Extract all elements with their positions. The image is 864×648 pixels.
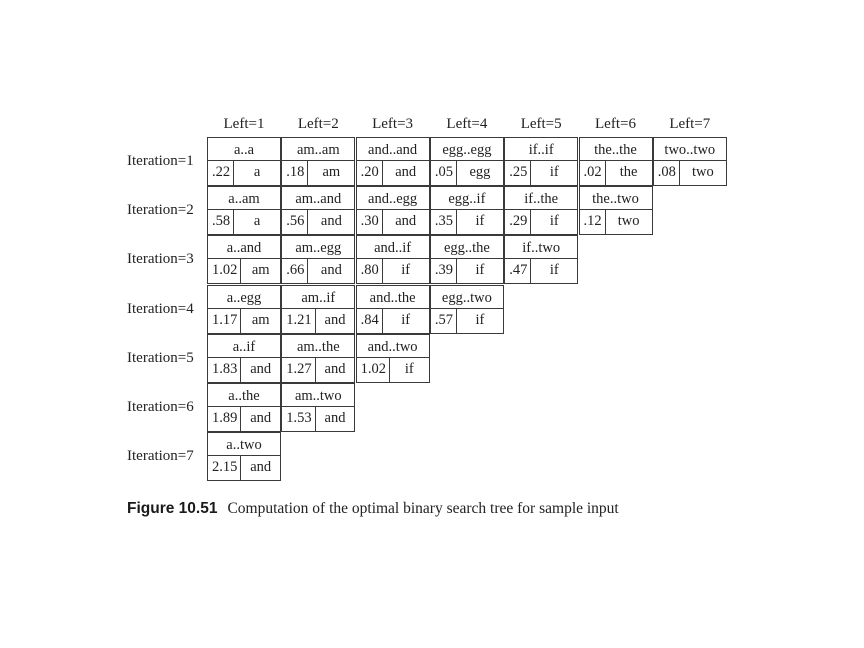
cell-bottom (431, 308, 503, 333)
caption-number: Figure 10.51 (127, 500, 218, 517)
cell-bottom (208, 455, 280, 480)
cell-root: and (324, 360, 346, 377)
table-cell (356, 235, 430, 284)
cell-root: if (401, 311, 411, 328)
cell-root: if (549, 262, 559, 279)
column-header: Left=4 (446, 116, 488, 132)
table-cell (281, 383, 355, 432)
cell-range: am..and (295, 191, 342, 208)
cell-cost: .35 (431, 210, 457, 234)
cell-root: the (619, 164, 638, 180)
cell-cost: 1.27 (282, 358, 315, 382)
cell-range: a..if (232, 338, 256, 355)
table-cell (207, 186, 281, 235)
cell-range: if..two (522, 240, 561, 257)
table-cell (356, 186, 430, 235)
cell-bottom (208, 308, 280, 333)
cell-range: egg..two (441, 289, 492, 306)
table-cell (653, 137, 727, 186)
row-header: Iteration=1 (127, 153, 194, 169)
cell-bottom (357, 308, 429, 333)
cell-root: if (475, 311, 485, 328)
cell-root: and (395, 213, 417, 230)
cell-bottom (431, 209, 503, 234)
cell-range: a..the (228, 388, 260, 404)
cell-range: the..two (592, 191, 639, 208)
cell-bottom (357, 258, 429, 283)
cell-range: am..the (296, 338, 340, 355)
cell-cost: .56 (282, 210, 308, 234)
cell-range: a..am (228, 191, 260, 208)
cell-cost: .08 (654, 161, 680, 185)
row-header: Iteration=3 (127, 251, 194, 268)
cell-cost: .05 (431, 161, 457, 185)
cell-bottom (208, 160, 280, 185)
cell-root: if (475, 262, 485, 279)
cell-range: if..the (524, 191, 559, 208)
cell-root: if (549, 164, 559, 180)
cell-root: a (253, 213, 261, 230)
cell-cost: .02 (580, 161, 606, 185)
table-cell (579, 137, 653, 186)
cell-bottom (505, 160, 577, 185)
cell-bottom (431, 160, 503, 185)
cell-range: and..and (368, 142, 418, 158)
cell-cost: .30 (357, 210, 383, 234)
cell-bottom (208, 258, 280, 283)
cell-root: am (322, 164, 341, 180)
cell-cost: 1.89 (208, 407, 241, 431)
table-cell (207, 432, 281, 481)
cell-root: and (250, 360, 272, 377)
column-header: Left=7 (669, 116, 711, 132)
column-header: Left=5 (520, 116, 562, 132)
cell-root: egg (469, 164, 491, 180)
cell-root: am (251, 311, 270, 328)
table-cell (504, 137, 578, 186)
cell-cost: 1.02 (208, 259, 241, 283)
cell-root: a (253, 164, 261, 180)
table-cell (430, 137, 504, 186)
cell-root: and (324, 410, 346, 426)
cell-cost: 1.53 (282, 407, 315, 431)
row-header: Iteration=6 (127, 399, 194, 415)
cell-cost: 1.02 (357, 358, 390, 382)
cell-cost: 2.15 (208, 456, 241, 480)
column-header: Left=1 (223, 116, 265, 132)
cell-cost: .12 (580, 210, 606, 234)
cell-range: a..egg (226, 289, 262, 306)
cell-range: egg..the (443, 240, 490, 257)
table-cell (579, 186, 653, 235)
cell-cost: 1.83 (208, 358, 241, 382)
cell-range: am..egg (295, 240, 342, 257)
table-cell (430, 285, 504, 334)
cell-root: two (691, 164, 714, 180)
cell-bottom (282, 357, 354, 382)
cell-root: am (251, 262, 270, 279)
cell-root: two (617, 213, 640, 230)
cell-cost: .22 (208, 161, 234, 185)
cell-range: am..two (294, 388, 342, 404)
cell-root: if (401, 262, 411, 279)
cell-bottom (208, 209, 280, 234)
cell-bottom (357, 357, 429, 382)
cell-bottom (282, 406, 354, 431)
table-cell (430, 186, 504, 235)
cell-root: and (250, 410, 272, 426)
cell-bottom (208, 406, 280, 431)
cell-cost: .25 (505, 161, 531, 185)
cell-bottom (580, 160, 652, 185)
table-cell (207, 334, 281, 383)
cell-cost: .84 (357, 309, 383, 333)
column-header: Left=6 (595, 116, 636, 132)
cell-range: a..two (226, 437, 262, 454)
table-cell (356, 285, 430, 334)
cell-bottom (654, 160, 726, 185)
cell-root: if (549, 213, 559, 230)
cell-bottom (282, 160, 354, 185)
cell-bottom (282, 258, 354, 283)
cell-root: if (404, 360, 414, 377)
cell-cost: .20 (357, 161, 383, 185)
cell-range: the..the (594, 142, 637, 158)
cell-root: and (395, 164, 417, 180)
cell-range: egg..if (448, 191, 486, 208)
cell-cost: .18 (282, 161, 308, 185)
cell-root: if (475, 213, 485, 230)
table-cell (504, 235, 578, 284)
column-header: Left=2 (297, 116, 339, 132)
cell-bottom (357, 209, 429, 234)
row-header: Iteration=7 (127, 448, 194, 465)
cell-range: and..if (374, 240, 412, 257)
cell-bottom (505, 258, 577, 283)
table-cell (281, 334, 355, 383)
column-header: Left=3 (372, 116, 414, 132)
table-cell (281, 235, 355, 284)
caption-text: Computation of the optimal binary search tree for sample input (227, 500, 619, 517)
cell-bottom (357, 160, 429, 185)
table-cell (356, 137, 430, 186)
cell-bottom (580, 209, 652, 234)
cell-root: and (320, 262, 342, 279)
cell-cost: .66 (282, 259, 308, 283)
table-cell (207, 383, 281, 432)
cell-range: a..a (233, 142, 255, 158)
cell-bottom (505, 209, 577, 234)
cell-bottom (282, 308, 354, 333)
cell-range: a..and (226, 240, 262, 257)
cell-root: and (250, 459, 272, 476)
cell-cost: 1.21 (282, 309, 315, 333)
cell-range: and..the (369, 289, 416, 306)
cell-root: and (324, 311, 346, 328)
cell-root: and (320, 213, 342, 230)
cell-cost: .29 (505, 210, 531, 234)
cell-cost: .57 (431, 309, 457, 333)
cell-range: egg..egg (442, 142, 492, 158)
figure-caption (127, 500, 619, 518)
table-cell (281, 285, 355, 334)
cell-cost: .39 (431, 259, 457, 283)
cell-range: if..if (528, 142, 554, 158)
cell-range: am..am (296, 142, 340, 158)
table-cell (430, 235, 504, 284)
cell-cost: 1.17 (208, 309, 241, 333)
cell-range: and..two (367, 338, 418, 355)
cell-range: and..egg (368, 191, 418, 208)
cell-bottom (431, 258, 503, 283)
table-cell (207, 137, 281, 186)
table-cell (207, 235, 281, 284)
cell-cost: .58 (208, 210, 234, 234)
table-cell (281, 137, 355, 186)
row-header: Iteration=2 (127, 202, 194, 219)
table-cell (356, 334, 430, 383)
table-cell (207, 285, 281, 334)
cell-bottom (208, 357, 280, 382)
table-cell (504, 186, 578, 235)
cell-range: am..if (301, 289, 336, 306)
row-header: Iteration=5 (127, 349, 194, 366)
cell-cost: .47 (505, 259, 531, 283)
cell-range: two..two (664, 142, 716, 158)
cell-cost: .80 (357, 259, 383, 283)
table-cell (281, 186, 355, 235)
row-header: Iteration=4 (127, 300, 194, 317)
cell-bottom (282, 209, 354, 234)
